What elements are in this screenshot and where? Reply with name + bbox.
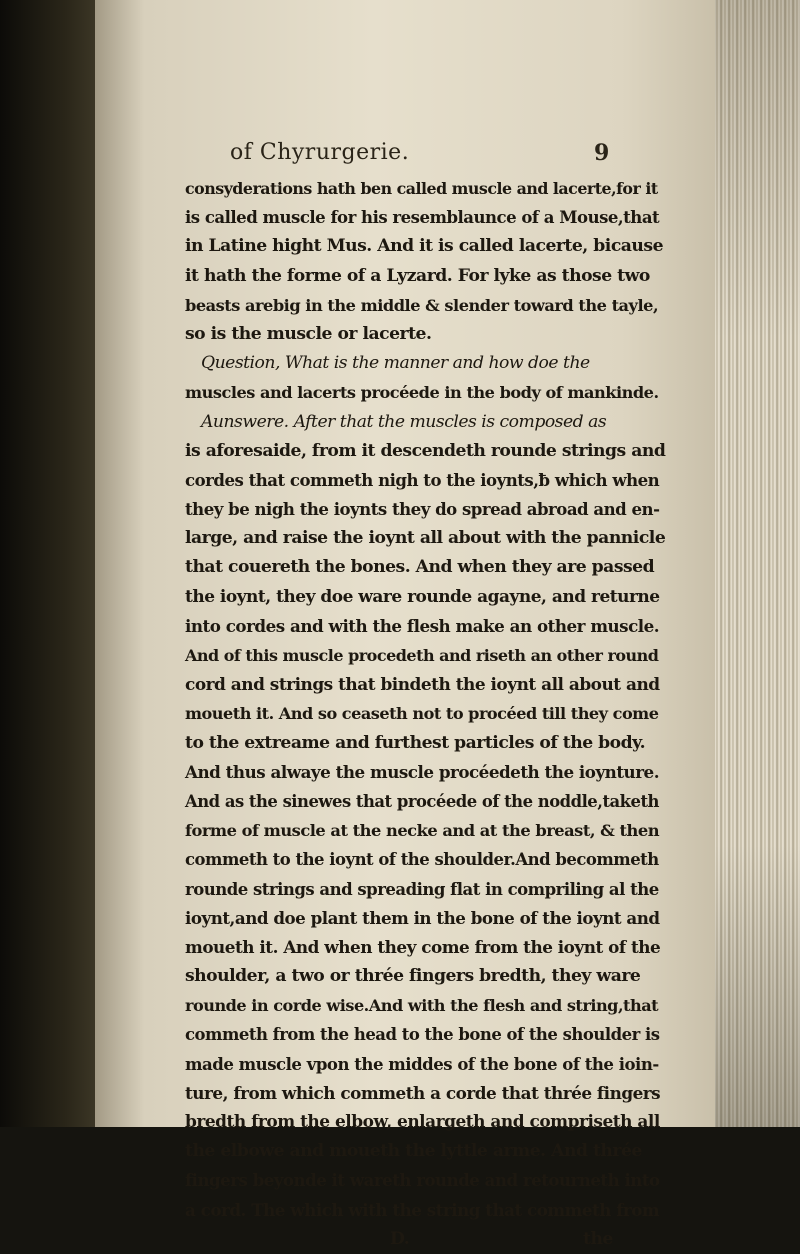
text-line: And thus alwaye the muscle procéedeth the ioynture. <box>185 761 660 782</box>
text-line: ioynt,and doe plant them in the bone of the ioynt and <box>185 907 660 928</box>
text-line: commeth to the ioynt of the shoulder.And becommeth <box>185 850 659 870</box>
catchword: the <box>583 1228 613 1249</box>
text-line: rounde in corde wise.And with the flesh and string,that <box>185 996 659 1016</box>
text-line: And as the sinewes that procéede of the noddle,taketh <box>185 791 659 811</box>
page-edges-shadow <box>715 0 800 1127</box>
text-line: to the extreame and furthest particles of the body. <box>185 732 646 753</box>
text-line: moueth it. And when they come from the ioynt of the <box>185 936 661 957</box>
text-line: shoulder, a two or thrée fingers bredth, they ware <box>185 966 641 987</box>
text-line: moueth it. And so ceaseth not to procéed till they come <box>185 704 659 724</box>
text-line: the elbowe and moueth the lyttle arme. And thrée <box>185 1141 642 1162</box>
text-line: beasts arebig in the middle & slender toward the tayle, <box>185 295 659 315</box>
text-line: made muscle vpon the middes of the bone of the ioin- <box>185 1053 659 1074</box>
text-line: in Latine hight Mus. And it is called lacerte, bicause <box>185 236 664 257</box>
footer-line <box>185 1225 665 1254</box>
text-line: forme of muscle at the necke and at the breast, & then <box>185 821 660 841</box>
running-title: of Chyrurgerie. <box>230 140 410 165</box>
page-edges <box>715 0 800 1127</box>
text-line: commeth from the head to the bone of the shoulder is <box>185 1025 660 1045</box>
text-line: cordes that commeth nigh to the ioynts,ƀ which when <box>185 469 660 490</box>
text-line: rounde strings and spreading flat in compriling al the <box>185 878 659 899</box>
text-line: is aforesaide, from it descendeth rounde strings and <box>185 440 666 461</box>
question-line: Question, What is the manner and how doe the <box>201 353 590 374</box>
text-line: ture, from which commeth a corde that thrée fingers <box>185 1082 661 1103</box>
text-line: muscles and lacerts procéede in the body of mankinde. <box>185 383 659 403</box>
text-line: a cord. The which with the string that commeth from <box>185 1199 660 1220</box>
text-line: is called muscle for his resemblaunce of a Mouse,that <box>185 207 660 228</box>
answer-line: Aunswere. After that the muscles is composed as <box>201 411 607 432</box>
text-line: consyderations hath ben called muscle and lacerte,for it <box>185 179 658 198</box>
text-line: fingers beyonde it wareth rounde and retourneth into <box>185 1170 660 1191</box>
text-line: that couereth the bones. And when they are passed <box>185 557 655 578</box>
signature-mark: D. <box>390 1228 410 1249</box>
text-line: they be nigh the ioynts they do spread abroad and en- <box>185 499 660 520</box>
page-number: 9 <box>594 140 610 166</box>
page-header <box>170 140 670 176</box>
text-line: And of this muscle procedeth and riseth an other round <box>185 646 659 665</box>
body-text <box>185 174 665 1254</box>
text-line: so is the muscle or lacerte. <box>185 323 432 344</box>
text-line: it hath the forme of a Lyzard. For lyke as those two <box>185 265 650 286</box>
text-line: into cordes and with the flesh make an other muscle. <box>185 615 660 636</box>
text-line: bredth from the elbow, enlargeth and compriseth all <box>185 1112 660 1132</box>
text-line: cord and strings that bindeth the ioynt all about and <box>185 674 660 695</box>
text-line: large, and raise the ioynt all about with the pannicle <box>185 528 666 549</box>
text-line: the ioynt, they doe ware rounde agayne, and returne <box>185 586 660 607</box>
